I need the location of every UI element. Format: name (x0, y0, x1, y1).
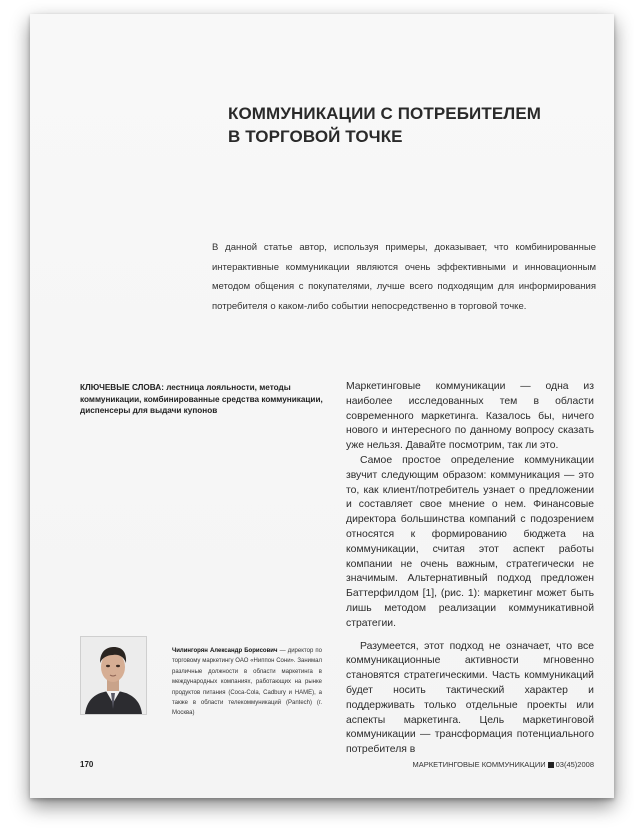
journal-name: МАРКЕТИНГОВЫЕ КОММУНИКАЦИИ (412, 760, 546, 769)
body-paragraph: Самое простое определение коммуникации звучит следующим образом: коммуникация — это то, как клиент/потребитель узнает о предложении и составляет свое мнение о нем. Финансовые директора большинства компаний с подозрением относятся к формированию бюджета на коммуникации, считая этот аспект работы компании не очень важным, стратегически не значимым. Альтернативный подход предложен Баттерфилдом [1], (рис. 1): маркетинг может быть лишь методом реализации коммуникативной стратегии. (346, 454, 594, 629)
article-abstract: В данной статье автор, используя примеры, доказывает, что комбинированные интерактивные коммуникации являются очень эффективными и инновационным методом общения с покупателями, лучше всего подходящим для информирования потребителя о каком-либо событии непосредственно в торговой точке. (212, 242, 596, 312)
article-title-line-2: В ТОРГОВОЙ ТОЧКЕ (228, 127, 403, 146)
author-description: — директор по торговому маркетингу ОАО «Ниппон Сони». Занимал различные должности в области маркетинга в международных компаниях, работающих на рынке продуктов питания (Coca-Cola, Cadbury и HAME), а также в области телекоммуникаций (Pantech) (г. Москва) (172, 648, 322, 717)
journal-issue: 03(45)2008 (555, 760, 594, 769)
magazine-page (30, 14, 614, 798)
author-portrait-image (81, 637, 146, 714)
author-name: Чилингорян Александр Борисович (172, 648, 278, 654)
keywords-label: КЛЮЧЕВЫЕ СЛОВА: (80, 383, 164, 392)
author-photo (80, 636, 147, 715)
body-paragraph: Разумеется, этот подход не означает, что все коммуникационные активности мгновенно становятся стратегическими. Часть коммуникаций будет носить тактический характер и поддерживать только отдельные проекты или аспекты маркетинга. Цель маркетинговой коммуникации — трансформация потенциального потребителя в (346, 640, 594, 756)
keywords-block (80, 382, 326, 417)
journal-footer (413, 760, 594, 769)
article-title-line-1: КОММУНИКАЦИИ С ПОТРЕБИТЕЛЕМ (228, 104, 542, 123)
page-number: 170 (80, 760, 94, 769)
article-body (346, 380, 594, 758)
author-bio (172, 646, 322, 719)
body-paragraph: Маркетинговые коммуникации — одна из наиболее исследованных тем в области современного маркетинга. Казалось бы, ничего нового и интересного по данному вопросу сказать уже нельзя. Давайте посмотрим, так ли это. (346, 381, 594, 452)
keywords-text: лестница лояльности, методы коммуникации, комбинированные средства коммуникации, диспенсеры для выдачи купонов (80, 383, 323, 415)
article-title (228, 102, 588, 148)
square-bullet-icon (548, 762, 554, 768)
